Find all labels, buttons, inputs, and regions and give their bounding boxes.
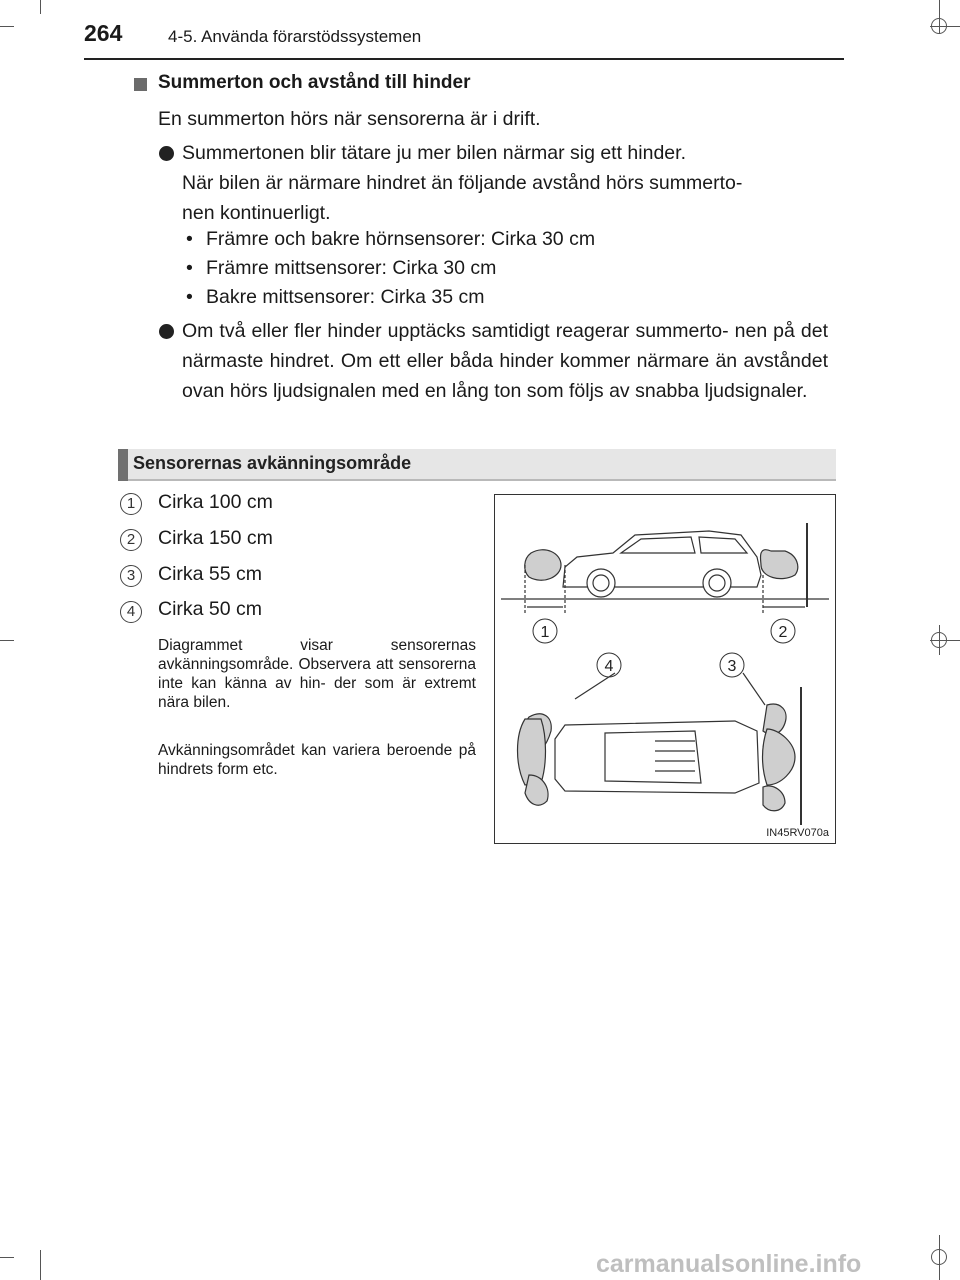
center-zone-rear: [763, 729, 796, 785]
side-view: [501, 523, 829, 615]
sensor-section-title: Sensorernas avkänningsområde: [133, 453, 412, 473]
section-title: Summerton och avstånd till hinder: [158, 72, 471, 93]
callout-2: 2: [778, 624, 788, 641]
registration-mark-icon: [931, 18, 947, 34]
dimension-line-4: [575, 673, 615, 699]
item-number-badge: 2: [120, 529, 142, 551]
callout-1: 1: [540, 624, 550, 641]
bullet-1-line: nen kontinuerligt.: [182, 202, 331, 224]
chapter-title: 4-5. Använda förarstödssystemen: [168, 27, 422, 46]
item-text: Cirka 100 cm: [158, 491, 273, 513]
bullet-1-line: Summertonen blir tätare ju mer bilen närmar sig ett hinder.: [182, 142, 686, 164]
callout-3: 3: [727, 658, 737, 675]
figure-code: IN45RV070a: [766, 827, 829, 839]
bullet-dot-icon: [159, 146, 174, 161]
corner-zone-front-right: [525, 775, 548, 805]
sub-item: • Bakre mittsensorer: Cirka 35 cm: [186, 286, 485, 308]
bullet-2-text: Om två eller fler hinder upptäcks samtidigt reagerar summerto- nen på det närmaste hindret. Om ett eller båda hinder kommer närmare än avståndet ovan hörs ljudsignalen med en lång ton som följs av snabba ljudsignaler.: [182, 320, 828, 402]
sub-item: • Främre mittsensorer: Cirka 30 cm: [186, 257, 497, 279]
item-number-badge: 4: [120, 601, 142, 623]
header-rule: [84, 58, 844, 60]
item-number-badge: 1: [120, 493, 142, 515]
section-square-icon: [134, 78, 147, 91]
diagram-svg: [495, 495, 837, 845]
page-number: 264: [84, 20, 123, 46]
sensor-range-diagram: [494, 494, 836, 844]
corner-zone-rear-right: [763, 786, 785, 811]
section-band-accent: [118, 449, 128, 481]
watermark: carmanualsonline.info: [596, 1250, 862, 1278]
item-text: Cirka 50 cm: [158, 598, 263, 620]
callout-4: 4: [604, 658, 614, 675]
note-text: Avkänningsområdet kan variera beroende på hindrets form etc.: [158, 742, 476, 778]
bullet-1-line: När bilen är närmare hindret än följande avstånd hörs summerto-: [182, 172, 743, 194]
wheel: [703, 569, 731, 597]
rear-sensor-zone: [760, 550, 797, 579]
note-text: Diagrammet visar sensorernas avkänningsområde. Observera att sensorerna inte kan känna av hin- der som är extremt nära bilen.: [158, 637, 476, 711]
front-sensor-zone: [525, 550, 561, 580]
sub-item-text: Främre mittsensorer: Cirka 30 cm: [206, 257, 497, 279]
sub-item-text: Främre och bakre hörnsensorer: Cirka 30 cm: [206, 228, 596, 250]
crop-mark: [40, 0, 41, 14]
bullet-dot-icon: [159, 324, 174, 339]
wheel: [587, 569, 615, 597]
registration-mark-icon: [931, 1249, 947, 1265]
item-number-badge: 3: [120, 565, 142, 587]
sub-item: • Främre och bakre hörnsensorer: Cirka 30 cm: [186, 228, 596, 250]
crop-mark: [0, 26, 14, 27]
dimension-line-3: [743, 673, 765, 705]
item-text: Cirka 55 cm: [158, 563, 263, 585]
crop-mark: [0, 1257, 14, 1258]
sub-item-text: Bakre mittsensorer: Cirka 35 cm: [206, 286, 485, 308]
item-text: Cirka 150 cm: [158, 527, 273, 549]
crop-mark: [0, 640, 14, 641]
crop-mark: [40, 1250, 41, 1280]
top-view: [518, 673, 802, 825]
registration-mark-icon: [931, 632, 947, 648]
bullet-1-text: [182, 138, 828, 228]
intro-text: En summerton hörs när sensorerna är i drift.: [158, 108, 541, 130]
